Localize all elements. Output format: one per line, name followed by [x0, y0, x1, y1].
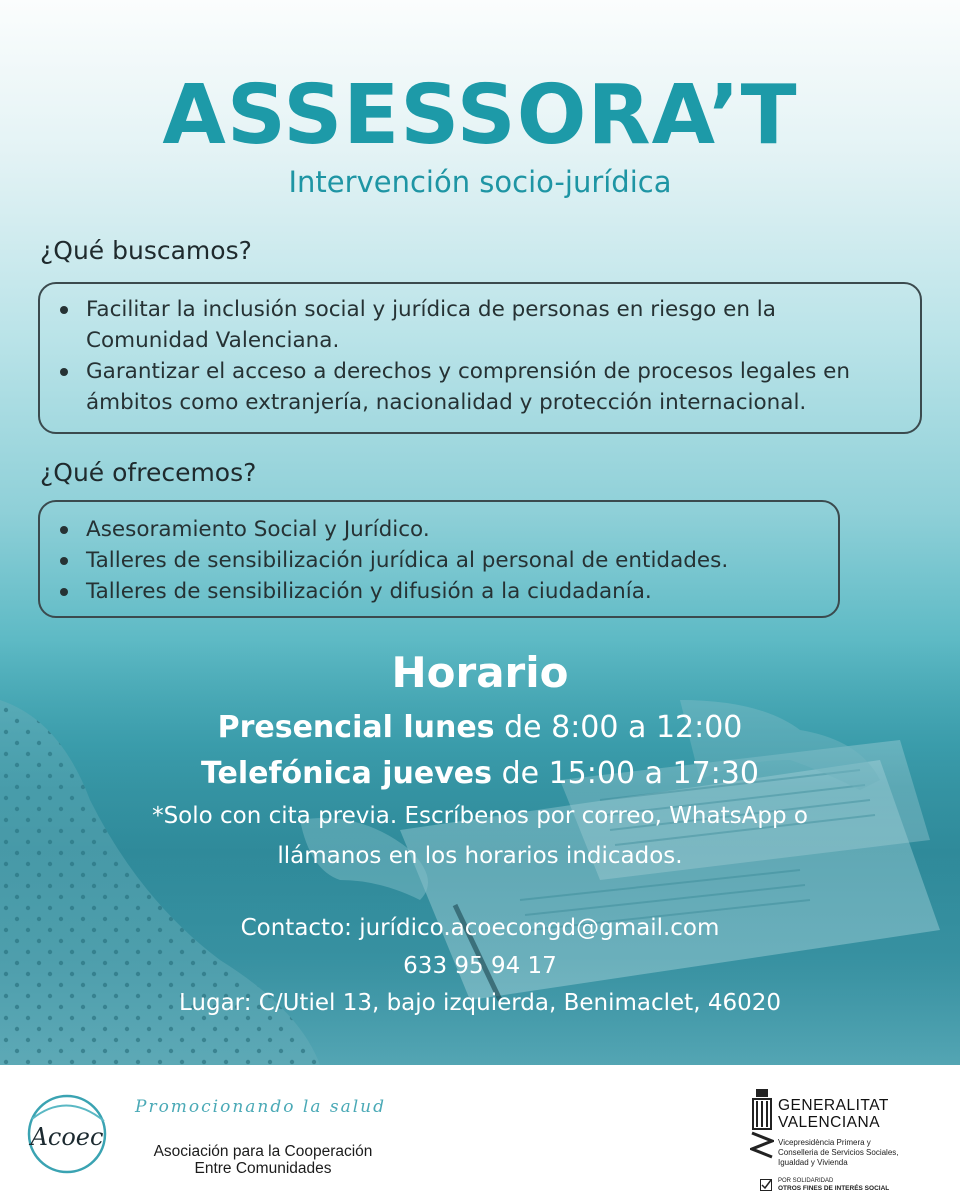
- list-item: Talleres de sensibilización y difusión a la ciudadanía.: [60, 576, 820, 607]
- association-name-line1: Asociación para la Cooperación: [153, 1143, 373, 1160]
- appointment-note-line2: llámanos en los horarios indicados.: [277, 843, 683, 869]
- acoec-logo-icon: [22, 1089, 112, 1179]
- section-heading-buscamos: ¿Qué buscamos?: [40, 236, 252, 265]
- schedule-presencial-day: Presencial lunes: [217, 710, 495, 745]
- appointment-note-line1: *Solo con cita previa. Escríbenos por correo, WhatsApp o: [152, 803, 808, 829]
- schedule-telefonica-day: Telefónica jueves: [201, 756, 493, 791]
- tagline-promo: Promocionando la salud: [135, 1097, 387, 1117]
- buscamos-box: [38, 282, 922, 434]
- checkbox-icon: [760, 1179, 772, 1191]
- generalitat-department-line1: Vicepresidència Primera y: [778, 1138, 871, 1147]
- solidarity-label-line2-text: OTROS FINES DE INTERÉS SOCIAL: [778, 1185, 890, 1192]
- generalitat-crest-icon: [750, 1089, 774, 1169]
- appointment-note: [0, 796, 960, 876]
- ofrecemos-list: [60, 514, 820, 607]
- page-subtitle: Intervención socio-jurídica: [288, 165, 672, 199]
- section-heading-ofrecemos: ¿Qué ofrecemos?: [40, 458, 257, 487]
- solidarity-label: [778, 1177, 889, 1193]
- contact-address: Lugar: C/Utiel 13, bajo izquierda, Benimaclet, 46020: [179, 990, 781, 1016]
- ofrecemos-box: [38, 500, 840, 618]
- list-item: Talleres de sensibilización jurídica al personal de entidades.: [60, 545, 820, 576]
- schedule-presencial-time: de 8:00 a 12:00: [504, 710, 743, 745]
- generalitat-name-line1: GENERALITAT: [778, 1097, 889, 1114]
- list-item: Facilitar la inclusión social y jurídica de personas en riesgo en la Comunidad Valenciana.: [60, 294, 902, 356]
- buscamos-list: [60, 294, 902, 418]
- solidarity-label-line1: POR SOLIDARIDAD: [778, 1178, 834, 1184]
- association-name-line2: Entre Comunidades: [194, 1160, 332, 1177]
- page-title: ASSESSORA’T: [162, 68, 798, 163]
- schedule-telefonica-time: de 15:00 a 17:30: [501, 756, 759, 791]
- schedule-presencial: [0, 710, 960, 745]
- generalitat-department-line3: Igualdad y Vivienda: [778, 1158, 848, 1167]
- association-name: [118, 1143, 408, 1177]
- generalitat-name: [778, 1097, 889, 1131]
- acoec-logo-text: Acoec: [30, 1123, 104, 1151]
- solidarity-label-line2: [778, 1185, 889, 1193]
- horario-title: Horario: [391, 648, 569, 697]
- generalitat-department-line2: Conselleria de Servicios Sociales,: [778, 1148, 899, 1157]
- footer: [0, 1065, 960, 1200]
- contact-phone: 633 95 94 17: [403, 953, 557, 979]
- schedule-telefonica: [0, 756, 960, 791]
- list-item: Asesoramiento Social y Jurídico.: [60, 514, 820, 545]
- contact-email: Contacto: jurídico.acoecongd@gmail.com: [240, 915, 720, 941]
- generalitat-name-line2: VALENCIANA: [778, 1114, 881, 1131]
- list-item: Garantizar el acceso a derechos y comprensión de procesos legales en ámbitos como extranjería, nacionalidad y protección internacional.: [60, 356, 902, 418]
- generalitat-department: [778, 1138, 899, 1168]
